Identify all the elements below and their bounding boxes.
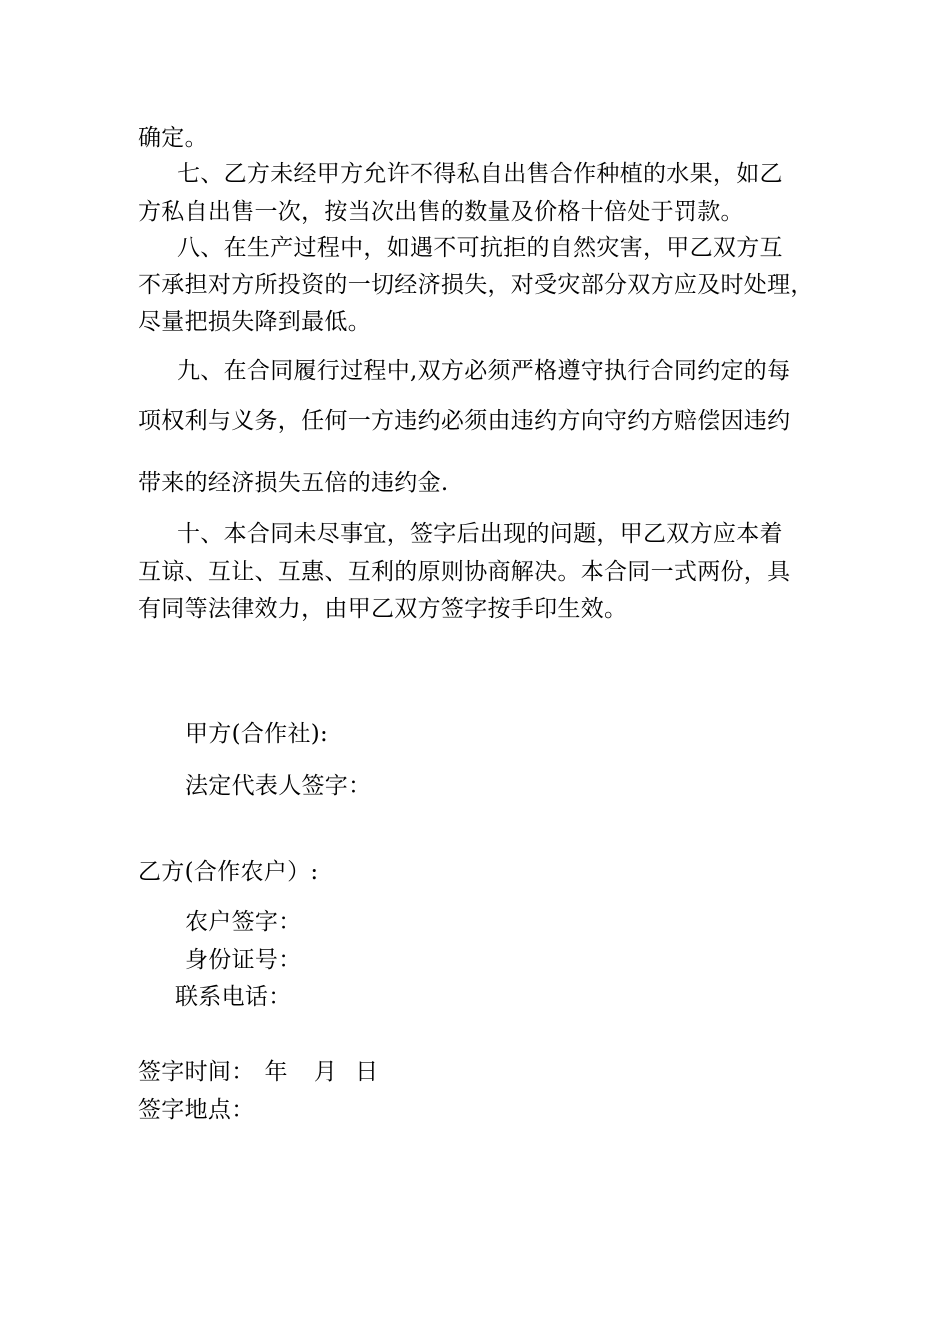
sign-place-label: 签字地点：	[138, 1097, 255, 1123]
clause-eight-line: 八、在生产过程中，如遇不可抗拒的自然灾害，甲乙双方互	[177, 235, 783, 261]
paragraph-line: 确定。	[138, 125, 208, 151]
year-label: 年	[264, 1059, 288, 1085]
day-label: 日	[355, 1059, 379, 1085]
clause-seven-line: 七、乙方未经甲方允许不得私自出售合作种植的水果，如乙	[177, 161, 783, 187]
month-label: 月	[313, 1059, 338, 1085]
clause-ten-line: 十、本合同未尽事宜，签字后出现的问题，甲乙双方应本着	[177, 521, 783, 547]
party-b-label: 乙方(合作农户）:	[138, 859, 319, 885]
id-number-label: 身份证号：	[185, 947, 302, 973]
paragraph-line: 不承担对方所投资的一切经济损失，对受灾部分双方应及时处理，	[138, 272, 814, 298]
sign-time-label: 签字时间：	[138, 1059, 255, 1085]
paragraph-line: 有同等法律效力，由甲乙双方签字按手印生效。	[138, 596, 628, 622]
clause-nine-line: 九、在合同履行过程中,双方必须严格遵守执行合同约定的每	[177, 358, 791, 384]
paragraph-line: 尽量把损失降到最低。	[138, 309, 371, 335]
paragraph-line: 项权利与义务，任何一方违约必须由违约方向守约方赔偿因违约	[138, 408, 791, 434]
phone-label: 联系电话：	[175, 984, 292, 1010]
paragraph-line: 方私自出售一次，按当次出售的数量及价格十倍处于罚款。	[138, 199, 744, 225]
farmer-signature-label: 农户签字：	[185, 909, 302, 935]
party-a-label: 甲方(合作社):	[185, 721, 329, 747]
paragraph-line: 互谅、互让、互惠、互利的原则协商解决。本合同一式两份，具	[138, 559, 791, 585]
legal-rep-signature-label: 法定代表人签字：	[185, 773, 372, 799]
sign-time-row	[138, 1057, 378, 1087]
paragraph-line: 带来的经济损失五倍的违约金.	[138, 470, 449, 496]
